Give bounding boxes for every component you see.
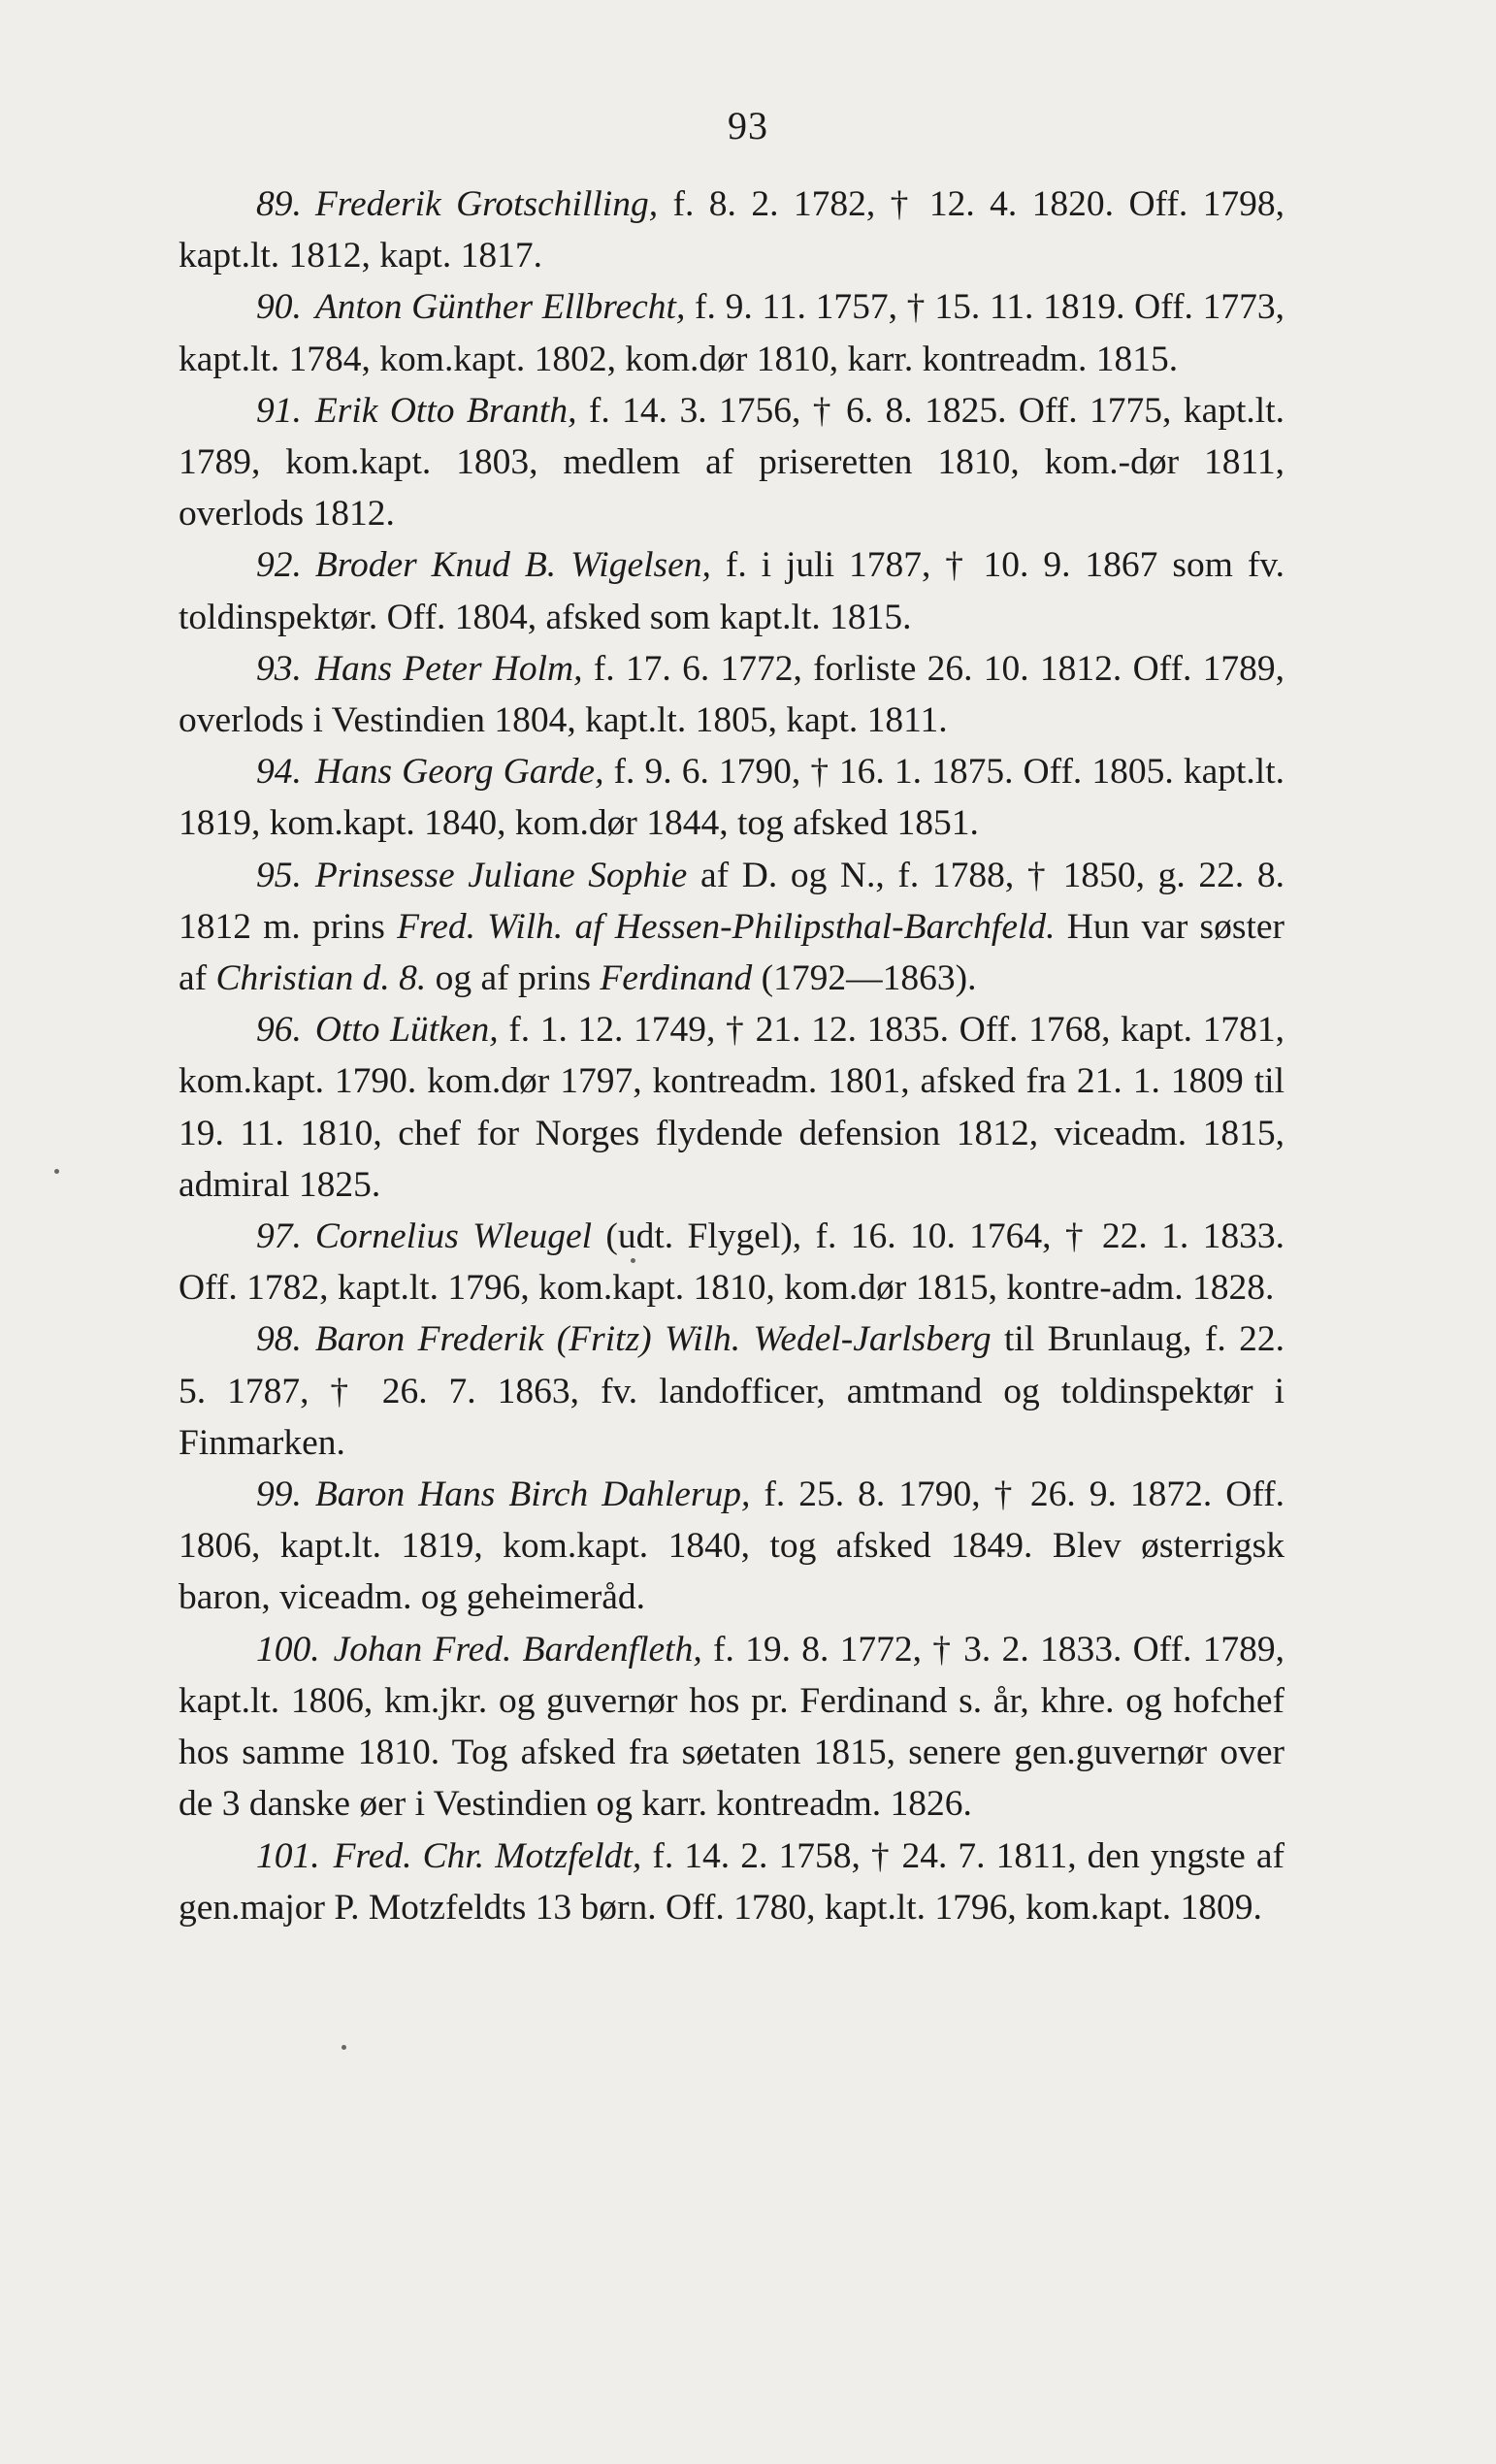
entry-text: f. 25. 8. 1790, † 26. 9. 1872. Off. 1806, kapt.lt. 1819, kom.kapt. 1840, tog afsked 1849. Blev østerrigsk baron, viceadm. og geheimeråd. xyxy=(179,1475,1285,1618)
officer-name: Johan Fred. Bardenfleth, xyxy=(333,1629,702,1670)
officer-register-text xyxy=(179,178,1285,1933)
entry-number: 93. xyxy=(256,648,302,689)
entry-number: 94. xyxy=(256,752,302,793)
officer-name: Hans Peter Holm, xyxy=(314,648,583,689)
officer-name: Prinsesse Juliane Sophie xyxy=(314,855,688,895)
entry-number: 91. xyxy=(256,390,302,431)
entry-92 xyxy=(179,539,1285,642)
officer-name: Cornelius Wleugel xyxy=(314,1216,593,1257)
entry-94 xyxy=(179,746,1285,849)
entry-number: 99. xyxy=(256,1475,302,1515)
page-number: 93 xyxy=(728,104,768,147)
entry-text: f. 19. 8. 1772, † 3. 2. 1833. Off. 1789, kapt.lt. 1806, km.jkr. og guvernør hos pr. Ferdinand s. år, khre. og hofchef hos samme 1810. Tog afsked fra søetaten 1815, senere gen.guvernør over de 3 danske øer i Vestindien og karr. kontreadm. 1826. xyxy=(179,1629,1285,1825)
entry-number: 95. xyxy=(256,855,302,895)
officer-name: Frederik Grotschilling, xyxy=(314,184,659,224)
entry-91 xyxy=(179,385,1285,540)
entry-text: (udt. Flygel), f. 16. 10. 1764, † 22. 1. 1833. Off. 1782, kapt.lt. 1796, kom.kapt. 1810, kom.dør 1815, kontre-adm. 1828. xyxy=(179,1216,1285,1309)
entry-text: f. i juli 1787, † 10. 9. 1867 som fv. toldinspektør. Off. 1804, afsked som kapt.lt. 1815. xyxy=(179,545,1285,637)
entry-number: 90. xyxy=(256,287,302,328)
entry-96 xyxy=(179,1004,1285,1211)
entry-95 xyxy=(179,850,1285,1005)
entry-89 xyxy=(179,178,1285,281)
paper-speck xyxy=(341,2045,346,2050)
spouse-name: Fred. Wilh. af Hessen-Philipsthal-Barchfeld. xyxy=(397,906,1056,947)
entry-101 xyxy=(179,1831,1285,1933)
entry-text: til Brunlaug, f. 22. 5. 1787, † 26. 7. 1863, fv. landofficer, amtmand og toldinspektør i Finmarken. xyxy=(179,1319,1285,1463)
entry-text: f. 1. 12. 1749, † 21. 12. 1835. Off. 1768, kapt. 1781, kom.kapt. 1790. kom.dør 1797, kontreadm. 1801, afsked fra 21. 1. 1809 til 19. 11. 1810, chef for Norges flydende defension 1812, viceadm. 1815, admiral 1825. xyxy=(179,1010,1285,1205)
paper-speck xyxy=(54,1169,59,1174)
entry-number: 100. xyxy=(256,1629,320,1670)
entry-text: f. 14. 3. 1756, † 6. 8. 1825. Off. 1775, kapt.lt. 1789, kom.kapt. 1803, medlem af priseretten 1810, kom.-dør 1811, overlods 1812. xyxy=(179,390,1285,535)
officer-name: Baron Frederik (Fritz) Wilh. Wedel-Jarlsberg xyxy=(314,1319,992,1360)
entry-100 xyxy=(179,1624,1285,1831)
entry-number: 92. xyxy=(256,545,302,586)
entry-text: f. 8. 2. 1782, † 12. 4. 1820. Off. 1798, kapt.lt. 1812, kapt. 1817. xyxy=(179,184,1285,276)
officer-name: Baron Hans Birch Dahlerup, xyxy=(314,1475,751,1515)
entry-number: 101. xyxy=(256,1835,320,1876)
entry-text: (1792—1863). xyxy=(761,958,977,999)
entry-text: f. 9. 11. 1757, † 15. 11. 1819. Off. 1773, kapt.lt. 1784, kom.kapt. 1802, kom.dør 1810, karr. kontreadm. 1815. xyxy=(179,287,1285,379)
entry-93 xyxy=(179,643,1285,746)
officer-name: Broder Knud B. Wigelsen, xyxy=(314,545,711,586)
officer-name: Fred. Chr. Motzfeldt, xyxy=(333,1835,642,1876)
entry-text: og af prins xyxy=(435,958,591,999)
entry-text: f. 9. 6. 1790, † 16. 1. 1875. Off. 1805. kapt.lt. 1819, kom.kapt. 1840, kom.dør 1844, tog afsked 1851. xyxy=(179,752,1285,844)
officer-name: Otto Lütken, xyxy=(314,1010,499,1051)
entry-text: f. 14. 2. 1758, † 24. 7. 1811, den yngste af gen.major P. Motzfeldts 13 børn. Off. 1780, kapt.lt. 1796, kom.kapt. 1809. xyxy=(179,1835,1285,1928)
entry-text: af D. og N., f. 1788, † 1850, g. 22. 8. 1812 m. prins xyxy=(179,855,1285,947)
officer-name: Hans Georg Garde, xyxy=(314,752,604,793)
entry-97 xyxy=(179,1211,1285,1313)
sibling-name: Christian d. 8. xyxy=(215,958,427,999)
paper-speck xyxy=(631,1258,635,1263)
entry-number: 97. xyxy=(256,1216,302,1257)
entry-90 xyxy=(179,281,1285,384)
officer-name: Erik Otto Branth, xyxy=(314,390,577,431)
entry-number: 96. xyxy=(256,1010,302,1051)
officer-name: Anton Günther Ellbrecht, xyxy=(314,287,686,328)
entry-text: Hun var søster af xyxy=(179,906,1285,999)
prince-name: Ferdinand xyxy=(600,958,753,999)
entry-98 xyxy=(179,1313,1285,1469)
entry-number: 89. xyxy=(256,184,302,224)
entry-number: 98. xyxy=(256,1319,302,1360)
entry-99 xyxy=(179,1469,1285,1624)
entry-text: f. 17. 6. 1772, forliste 26. 10. 1812. Off. 1789, overlods i Vestindien 1804, kapt.lt. 1805, kapt. 1811. xyxy=(179,648,1285,741)
